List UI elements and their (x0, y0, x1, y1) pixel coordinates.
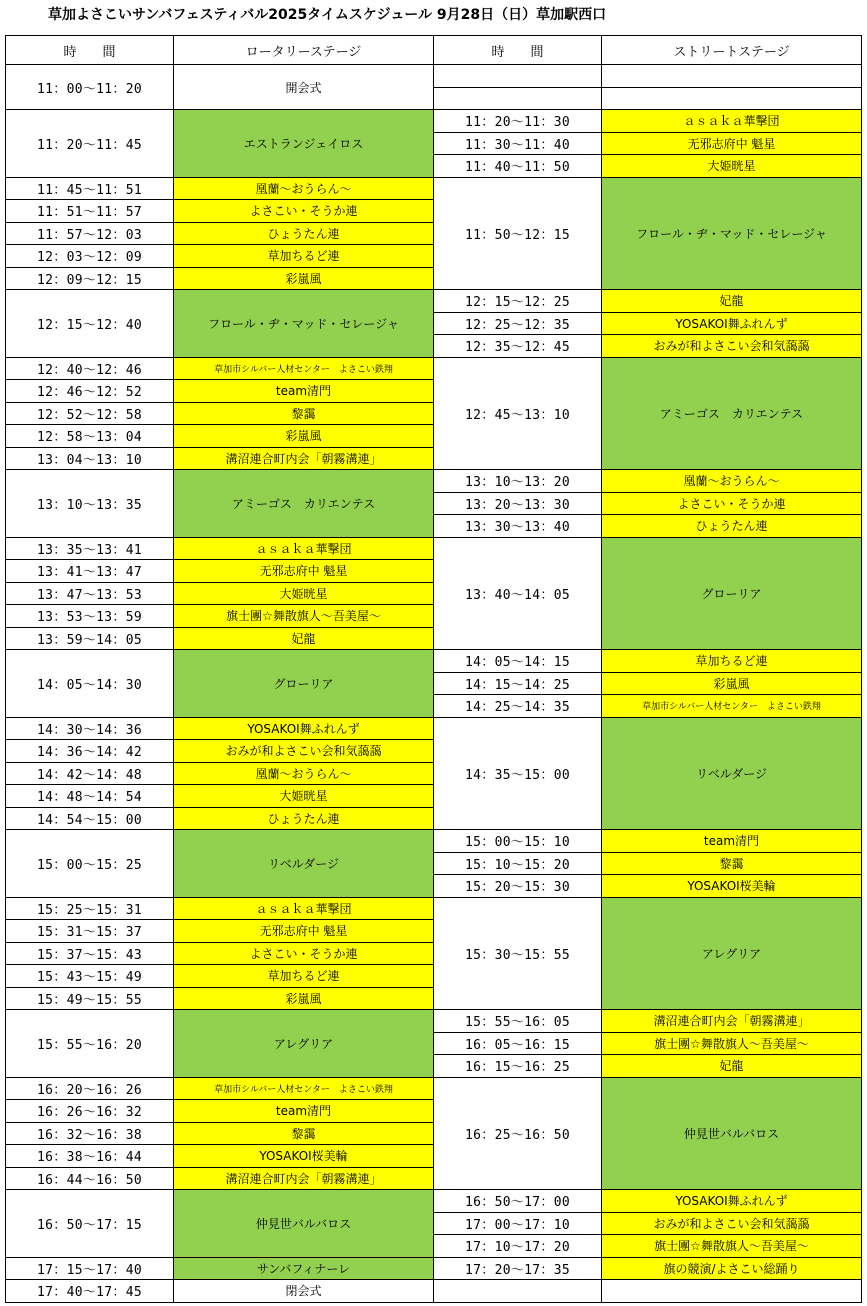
rotary-time-cell: 15：31～15：37 (6, 920, 174, 943)
street-time-cell (434, 1280, 602, 1303)
rotary-time-cell: 14：48～14：54 (6, 785, 174, 808)
rotary-time-cell: 12：09～12：15 (6, 267, 174, 290)
table-row (6, 537, 862, 560)
rotary-time-cell: 11：57～12：03 (6, 222, 174, 245)
street-performer-cell: ａｓａｋａ華撃団 (602, 110, 862, 133)
rotary-performer-cell: リベルダージ (174, 830, 434, 898)
rotary-time-cell: 11：45～11：51 (6, 177, 174, 200)
rotary-performer-cell: 凰蘭～おうらん～ (174, 762, 434, 785)
table-row (6, 1280, 862, 1303)
street-time-cell: 15：20～15：30 (434, 875, 602, 898)
street-time-cell: 11：20～11：30 (434, 110, 602, 133)
street-time-cell: 17：20～17：35 (434, 1257, 602, 1280)
rotary-performer-cell: 草加市シルバー人材センター よさこい鉄翔 (174, 357, 434, 380)
street-performer-cell: 旗士團☆舞散旗人～吾美屋～ (602, 1235, 862, 1258)
rotary-performer-cell: ａｓａｋａ華撃団 (174, 537, 434, 560)
rotary-performer-cell: フロール・ヂ・マッド・セレージャ (174, 290, 434, 358)
rotary-time-cell: 14：36～14：42 (6, 740, 174, 763)
rotary-performer-cell: 旗士團☆舞散旗人～吾美屋～ (174, 605, 434, 628)
rotary-time-cell: 13：59～14：05 (6, 627, 174, 650)
rotary-time-cell: 11：20～11：45 (6, 110, 174, 178)
rotary-time-cell: 16：32～16：38 (6, 1122, 174, 1145)
street-time-cell: 13：20～13：30 (434, 492, 602, 515)
rotary-performer-cell: アミーゴス カリエンテス (174, 470, 434, 538)
rotary-performer-cell: team清門 (174, 1100, 434, 1123)
street-performer-cell: 妃龍 (602, 290, 862, 313)
rotary-performer-cell: 凰蘭～おうらん～ (174, 177, 434, 200)
street-performer-cell (602, 87, 862, 110)
street-performer-cell: おみが和よさこい会和気藹藹 (602, 1212, 862, 1235)
street-performer-cell: 黎靄 (602, 852, 862, 875)
street-time-cell: 11：50～12：15 (434, 177, 602, 290)
street-time-cell: 14：15～14：25 (434, 672, 602, 695)
street-time-cell: 15：00～15：10 (434, 830, 602, 853)
street-time-cell: 13：30～13：40 (434, 515, 602, 538)
table-row (6, 65, 862, 88)
street-performer-cell: フロール・ヂ・マッド・セレージャ (602, 177, 862, 290)
street-time-cell: 13：40～14：05 (434, 537, 602, 650)
rotary-performer-cell: エストランジェイロス (174, 110, 434, 178)
street-time-cell: 16：15～16：25 (434, 1055, 602, 1078)
street-performer-cell: YOSAKOI舞ふれんず (602, 1190, 862, 1213)
street-performer-cell: team清門 (602, 830, 862, 853)
rotary-performer-cell: 草加ちるど連 (174, 965, 434, 988)
street-performer-cell: リベルダージ (602, 717, 862, 830)
rotary-performer-cell: 彩嵐風 (174, 425, 434, 448)
rotary-performer-cell: グローリア (174, 650, 434, 718)
rotary-time-cell: 13：41～13：47 (6, 560, 174, 583)
street-time-cell: 15：30～15：55 (434, 897, 602, 1010)
rotary-time-cell: 17：15～17：40 (6, 1257, 174, 1280)
rotary-time-cell: 16：20～16：26 (6, 1077, 174, 1100)
rotary-performer-cell: 黎靄 (174, 402, 434, 425)
street-time-cell: 16：50～17：00 (434, 1190, 602, 1213)
street-performer-cell (602, 65, 862, 88)
street-time-cell: 12：45～13：10 (434, 357, 602, 470)
table-row (6, 1010, 862, 1033)
table-row (6, 110, 862, 133)
rotary-time-cell: 12：15～12：40 (6, 290, 174, 358)
rotary-time-cell: 15：49～15：55 (6, 987, 174, 1010)
rotary-time-cell: 15：55～16：20 (6, 1010, 174, 1078)
rotary-time-cell: 15：43～15：49 (6, 965, 174, 988)
rotary-time-cell: 12：40～12：46 (6, 357, 174, 380)
rotary-time-cell: 12：52～12：58 (6, 402, 174, 425)
schedule-body (6, 65, 862, 1303)
rotary-time-cell: 15：00～15：25 (6, 830, 174, 898)
table-row (6, 650, 862, 673)
rotary-performer-cell: 閉会式 (174, 1280, 434, 1303)
rotary-performer-cell: 開会式 (174, 65, 434, 110)
rotary-time-cell: 11：00～11：20 (6, 65, 174, 110)
street-time-cell: 14：05～14：15 (434, 650, 602, 673)
table-row (6, 717, 862, 740)
schedule-table (5, 35, 862, 1303)
street-performer-cell: 妃龍 (602, 1055, 862, 1078)
rotary-stage-header: ロータリーステージ (174, 36, 434, 65)
rotary-performer-cell: ひょうたん連 (174, 807, 434, 830)
rotary-time-cell: 14：30～14：36 (6, 717, 174, 740)
rotary-time-cell: 13：35～13：41 (6, 537, 174, 560)
street-performer-cell: YOSAKOI舞ふれんず (602, 312, 862, 335)
header-row (6, 36, 862, 65)
table-row (6, 1257, 862, 1280)
rotary-performer-cell: 彩嵐風 (174, 987, 434, 1010)
street-performer-cell: 彩嵐風 (602, 672, 862, 695)
table-row (6, 470, 862, 493)
street-stage-header: ストリートステージ (602, 36, 862, 65)
rotary-performer-cell: 无邪志府中 魁星 (174, 920, 434, 943)
street-time-cell: 11：40～11：50 (434, 155, 602, 178)
rotary-time-cell: 16：38～16：44 (6, 1145, 174, 1168)
street-performer-cell: 旗士團☆舞散旗人～吾美屋～ (602, 1032, 862, 1055)
rotary-performer-cell: 草加ちるど連 (174, 245, 434, 268)
rotary-performer-cell: よさこい・そうか連 (174, 200, 434, 223)
street-performer-cell: 旗の競演/よさこい総踊り (602, 1257, 862, 1280)
street-time-cell: 12：35～12：45 (434, 335, 602, 358)
table-row (6, 1077, 862, 1100)
street-time-cell: 14：25～14：35 (434, 695, 602, 718)
street-performer-cell: アレグリア (602, 897, 862, 1010)
rotary-performer-cell: おみが和よさこい会和気藹藹 (174, 740, 434, 763)
rotary-time-cell: 12：58～13：04 (6, 425, 174, 448)
rotary-performer-cell: YOSAKOI桜美輪 (174, 1145, 434, 1168)
street-performer-cell: 大姫晄星 (602, 155, 862, 178)
page-title: 草加よさこいサンバフェスティバル2025タイムスケジュール 9月28日（日）草加駅西口 (48, 7, 607, 23)
street-time-cell: 15：55～16：05 (434, 1010, 602, 1033)
rotary-performer-cell: ａｓａｋａ華撃団 (174, 897, 434, 920)
street-time-header: 時 間 (434, 36, 602, 65)
street-time-cell (434, 65, 602, 88)
rotary-performer-cell: 溝沼連合町内会「朝霧溝連」 (174, 1167, 434, 1190)
rotary-time-cell: 13：10～13：35 (6, 470, 174, 538)
street-time-cell: 14：35～15：00 (434, 717, 602, 830)
rotary-time-cell: 15：25～15：31 (6, 897, 174, 920)
rotary-performer-cell: 无邪志府中 魁星 (174, 560, 434, 583)
street-performer-cell: 溝沼連合町内会「朝霧溝連」 (602, 1010, 862, 1033)
table-row (6, 177, 862, 200)
rotary-performer-cell: 草加市シルバー人材センター よさこい鉄翔 (174, 1077, 434, 1100)
street-time-cell: 12：15～12：25 (434, 290, 602, 313)
street-performer-cell: 草加市シルバー人材センター よさこい鉄翔 (602, 695, 862, 718)
street-performer-cell: ひょうたん連 (602, 515, 862, 538)
street-performer-cell: おみが和よさこい会和気藹藹 (602, 335, 862, 358)
rotary-time-cell: 16：44～16：50 (6, 1167, 174, 1190)
street-time-cell: 16：25～16：50 (434, 1077, 602, 1190)
street-performer-cell: YOSAKOI桜美輪 (602, 875, 862, 898)
rotary-time-cell: 16：26～16：32 (6, 1100, 174, 1123)
street-performer-cell: 仲見世バルバロス (602, 1077, 862, 1190)
table-row (6, 357, 862, 380)
rotary-time-cell: 14：42～14：48 (6, 762, 174, 785)
street-time-cell: 13：10～13：20 (434, 470, 602, 493)
rotary-performer-cell: よさこい・そうか連 (174, 942, 434, 965)
rotary-performer-cell: 溝沼連合町内会「朝霧溝連」 (174, 447, 434, 470)
rotary-time-cell: 13：04～13：10 (6, 447, 174, 470)
rotary-time-header: 時 間 (6, 36, 174, 65)
rotary-performer-cell: サンバフィナーレ (174, 1257, 434, 1280)
rotary-performer-cell: 妃龍 (174, 627, 434, 650)
rotary-time-cell: 11：51～11：57 (6, 200, 174, 223)
table-row (6, 1190, 862, 1213)
rotary-time-cell: 14：54～15：00 (6, 807, 174, 830)
rotary-time-cell: 12：46～12：52 (6, 380, 174, 403)
street-time-cell: 15：10～15：20 (434, 852, 602, 875)
rotary-time-cell: 15：37～15：43 (6, 942, 174, 965)
rotary-performer-cell: 彩嵐風 (174, 267, 434, 290)
rotary-performer-cell: 仲見世バルバロス (174, 1190, 434, 1258)
street-performer-cell (602, 1280, 862, 1303)
rotary-performer-cell: 大姫晄星 (174, 582, 434, 605)
rotary-time-cell: 16：50～17：15 (6, 1190, 174, 1258)
street-time-cell (434, 87, 602, 110)
table-row (6, 897, 862, 920)
rotary-performer-cell: ひょうたん連 (174, 222, 434, 245)
rotary-time-cell: 17：40～17：45 (6, 1280, 174, 1303)
table-row (6, 830, 862, 853)
street-performer-cell: アミーゴス カリエンテス (602, 357, 862, 470)
rotary-time-cell: 13：53～13：59 (6, 605, 174, 628)
street-performer-cell: 凰蘭～おうらん～ (602, 470, 862, 493)
street-time-cell: 12：25～12：35 (434, 312, 602, 335)
rotary-performer-cell: 大姫晄星 (174, 785, 434, 808)
street-performer-cell: 无邪志府中 魁星 (602, 132, 862, 155)
rotary-performer-cell: YOSAKOI舞ふれんず (174, 717, 434, 740)
rotary-performer-cell: 黎靄 (174, 1122, 434, 1145)
street-performer-cell: グローリア (602, 537, 862, 650)
street-time-cell: 16：05～16：15 (434, 1032, 602, 1055)
street-time-cell: 17：10～17：20 (434, 1235, 602, 1258)
rotary-time-cell: 14：05～14：30 (6, 650, 174, 718)
rotary-time-cell: 12：03～12：09 (6, 245, 174, 268)
rotary-performer-cell: team清門 (174, 380, 434, 403)
table-row (6, 290, 862, 313)
street-time-cell: 17：00～17：10 (434, 1212, 602, 1235)
street-performer-cell: よさこい・そうか連 (602, 492, 862, 515)
street-time-cell: 11：30～11：40 (434, 132, 602, 155)
rotary-performer-cell: アレグリア (174, 1010, 434, 1078)
street-performer-cell: 草加ちるど連 (602, 650, 862, 673)
rotary-time-cell: 13：47～13：53 (6, 582, 174, 605)
